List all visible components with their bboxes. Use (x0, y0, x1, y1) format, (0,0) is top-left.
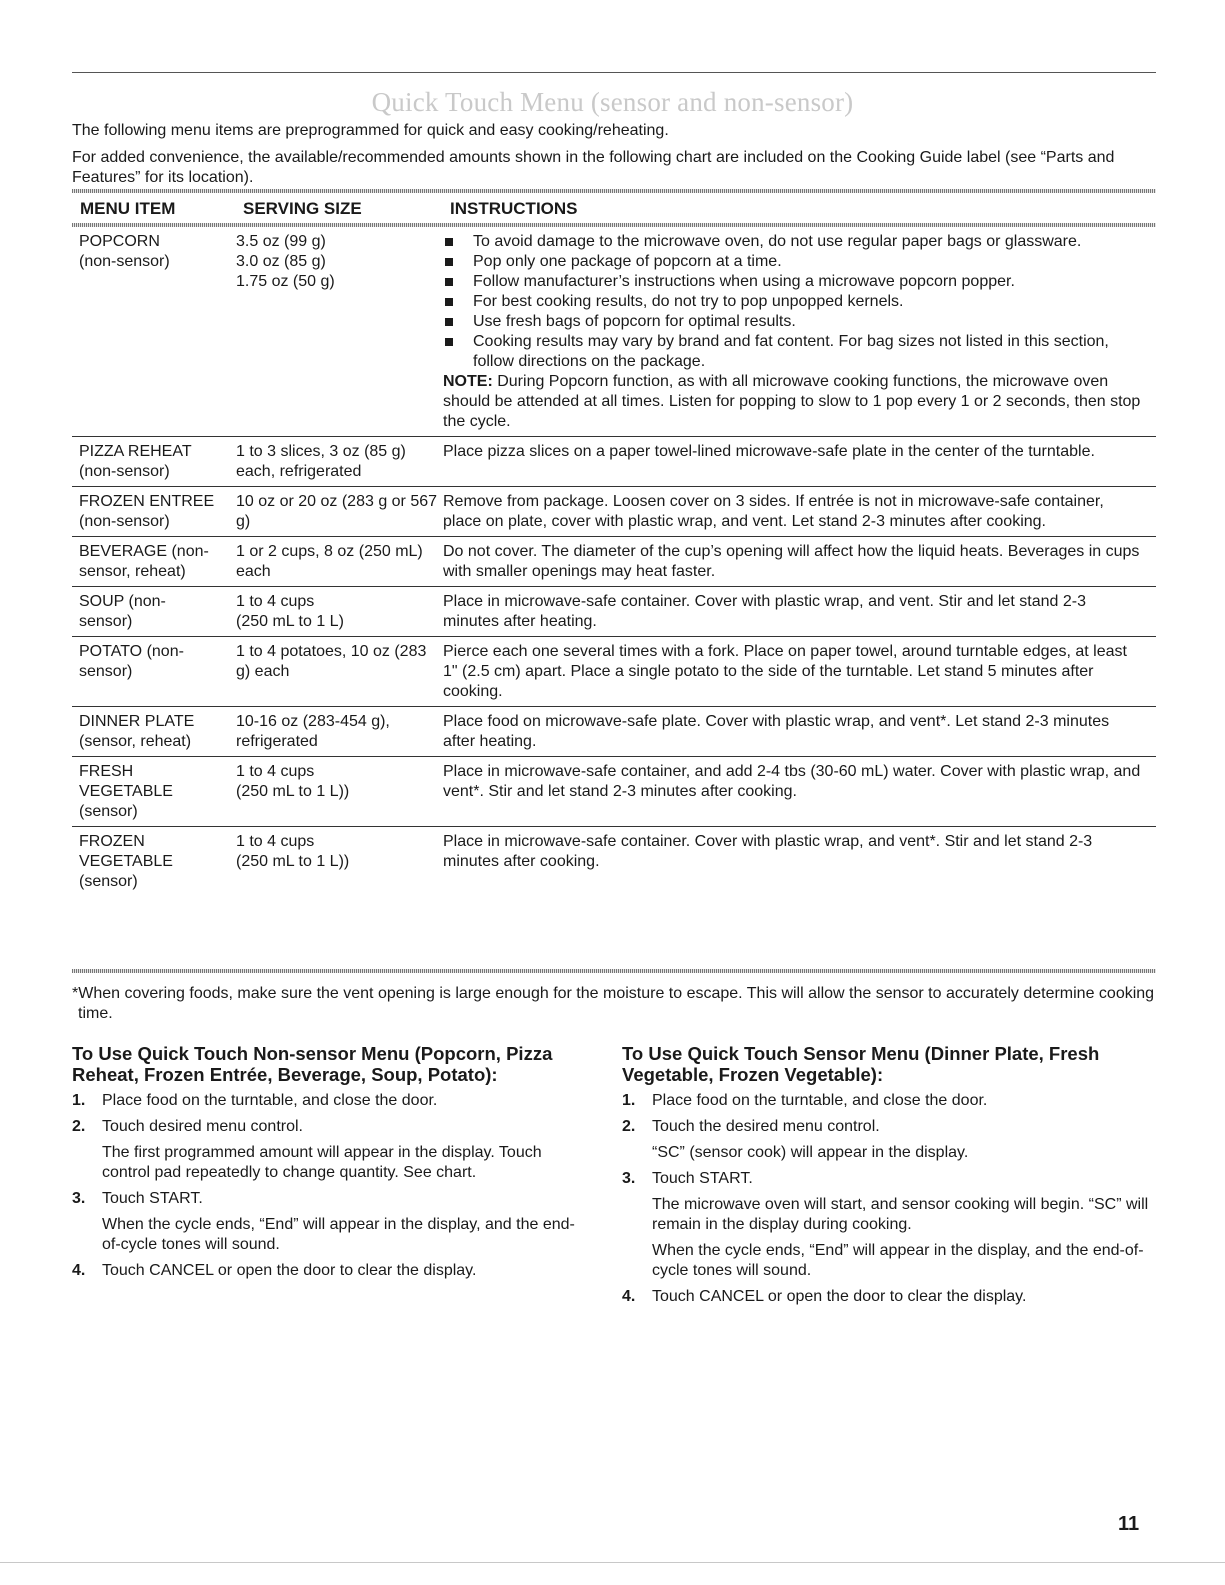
table-row-potato (72, 637, 1156, 707)
step-text: Touch START. (102, 1190, 203, 1207)
step-text: Place food on the turntable, and close the door. (652, 1092, 988, 1109)
bottom-rule (0, 1562, 1225, 1563)
step (72, 1189, 592, 1209)
step-detail: The first programmed amount will appear in the display. Touch control pad repeatedly to change quantity. See chart. (102, 1144, 542, 1181)
serving-size-cell: 1 to 4 potatoes, 10 oz (283 g) each (236, 643, 427, 680)
step-text: Place food on the turntable, and close the door. (102, 1092, 438, 1109)
menu-item-cell: POPCORN (non-sensor) (79, 233, 170, 270)
bullet-item: Cooking results may vary by brand and fat content. For bag sizes not listed in this section, follow directions on the package. (443, 332, 1143, 372)
note-label: NOTE: (443, 373, 493, 390)
serving-size-cell: 1 to 4 cups (250 mL to 1 L)) (236, 833, 350, 870)
step-text: Touch the desired menu control. (652, 1118, 880, 1135)
step (72, 1117, 592, 1137)
popcorn-note (443, 372, 1143, 432)
menu-item-cell: FRESH VEGETABLE (sensor) (79, 763, 173, 820)
page-title: Quick Touch Menu (sensor and non-sensor) (371, 87, 854, 117)
column-header-instructions: INSTRUCTIONS (450, 199, 578, 218)
step-number: 2. (622, 1118, 636, 1135)
menu-item-cell: SOUP (non- sensor) (79, 593, 166, 630)
step-number: 1. (72, 1092, 86, 1109)
non-sensor-instructions (72, 1043, 592, 1281)
menu-item-cell: PIZZA REHEAT (non-sensor) (79, 443, 192, 480)
menu-table (72, 227, 1156, 896)
serving-size-cell: 10 oz or 20 oz (283 g or 567 g) (236, 493, 438, 530)
step-text: Touch CANCEL or open the door to clear the display. (652, 1288, 1027, 1305)
bullet-item: To avoid damage to the microwave oven, do not use regular paper bags or glassware. (443, 232, 1143, 252)
instructions-cell: Place food on microwave-safe plate. Cover with plastic wrap, and vent*. Let stand 2-3 minutes after heating. (443, 713, 1110, 750)
page-number: 11 (1118, 1513, 1140, 1535)
serving-size-cell: 3.5 oz (99 g) 3.0 oz (85 g) 1.75 oz (50 g) (236, 233, 335, 290)
step-number: 2. (72, 1118, 86, 1135)
hatched-divider (72, 189, 1156, 193)
table-row-frozen-vegetable (72, 827, 1156, 896)
bullet-item: Follow manufacturer’s instructions when using a microwave popcorn popper. (443, 272, 1143, 292)
instructions-cell (443, 232, 1143, 432)
step-text: Touch CANCEL or open the door to clear the display. (102, 1262, 477, 1279)
step-number: 3. (622, 1170, 636, 1187)
step (622, 1117, 1156, 1137)
instructions-cell: Pierce each one several times with a fork. Place on paper towel, around turntable edges, at least 1" (2.5 cm) apart. Place a single potato to the side of the turntable. Let stand 5 minutes after cooking. (443, 643, 1127, 700)
menu-item-cell: DINNER PLATE (sensor, reheat) (79, 713, 195, 750)
table-row-fresh-vegetable (72, 757, 1156, 827)
menu-item-cell: POTATO (non- sensor) (79, 643, 184, 680)
footnote: *When covering foods, make sure the vent opening is large enough for the moisture to escape. This will allow the sensor to accurately determine cooking time. (72, 985, 1155, 1022)
table-row-popcorn (72, 227, 1156, 437)
sensor-instructions (622, 1043, 1156, 1307)
bullet-list (443, 232, 1143, 372)
bullet-item: Pop only one package of popcorn at a time. (443, 252, 1143, 272)
intro-paragraph: The following menu items are preprogrammed for quick and easy cooking/reheating. (72, 122, 669, 139)
top-rule (72, 72, 1156, 73)
step (72, 1091, 592, 1111)
table-row-beverage (72, 537, 1156, 587)
bullet-item: For best cooking results, do not try to pop unpopped kernels. (443, 292, 1143, 312)
step-text: Touch START. (652, 1170, 753, 1187)
serving-size-cell: 1 or 2 cups, 8 oz (250 mL) each (236, 543, 423, 580)
table-row-frozen-entree (72, 487, 1156, 537)
table-row-soup (72, 587, 1156, 637)
column-header-serving-size: SERVING SIZE (243, 199, 362, 218)
menu-item-cell: FROZEN VEGETABLE (sensor) (79, 833, 173, 890)
step-detail: The microwave oven will start, and sensor cooking will begin. “SC” will remain in the display during cooking. (652, 1196, 1149, 1233)
instructions-cell: Place in microwave-safe container, and add 2-4 tbs (30-60 mL) water. Cover with plastic wrap, and vent*. Stir and let stand 2-3 minutes after cooking. (443, 763, 1141, 800)
bullet-item: Use fresh bags of popcorn for optimal results. (443, 312, 1143, 332)
step-detail: When the cycle ends, “End” will appear in the display, and the end-of-cycle tones will sound. (652, 1242, 1144, 1279)
menu-item-cell: FROZEN ENTREE (non-sensor) (79, 493, 215, 530)
step-detail: “SC” (sensor cook) will appear in the display. (652, 1144, 969, 1161)
step-text: Touch desired menu control. (102, 1118, 303, 1135)
step-number: 4. (622, 1288, 636, 1305)
instructions-cell: Place in microwave-safe container. Cover with plastic wrap, and vent. Stir and let stand 2-3 minutes after heating. (443, 593, 1086, 630)
serving-size-cell: 1 to 4 cups (250 mL to 1 L)) (236, 763, 350, 800)
step-number: 4. (72, 1262, 86, 1279)
column-header-menu-item: MENU ITEM (80, 199, 176, 218)
intro-paragraph: For added convenience, the available/recommended amounts shown in the following chart are included on the Cooking Guide label (see “Parts and Features” for its location). (72, 149, 1115, 186)
step (622, 1091, 1156, 1111)
serving-size-cell: 1 to 3 slices, 3 oz (85 g) each, refrigerated (236, 443, 406, 480)
menu-item-cell: BEVERAGE (non-sensor, reheat) (79, 543, 209, 580)
instructions-cell: Do not cover. The diameter of the cup’s opening will affect how the liquid heats. Beverages in cups with smaller openings may heat faster. (443, 543, 1140, 580)
hatched-divider (72, 969, 1156, 973)
step-number: 3. (72, 1190, 86, 1207)
step (622, 1169, 1156, 1189)
step-detail: When the cycle ends, “End” will appear in the display, and the end-of-cycle tones will sound. (102, 1216, 575, 1253)
note-text: During Popcorn function, as with all microwave cooking functions, the microwave oven should be attended at all times. Listen for popping to slow to 1 pop every 1 or 2 seconds, then stop the cycle. (443, 373, 1141, 430)
serving-size-cell: 1 to 4 cups (250 mL to 1 L) (236, 593, 344, 630)
step (622, 1287, 1156, 1307)
serving-size-cell: 10-16 oz (283-454 g), refrigerated (236, 713, 390, 750)
section-title: To Use Quick Touch Sensor Menu (Dinner Plate, Fresh Vegetable, Frozen Vegetable): (622, 1043, 1100, 1085)
table-row-pizza-reheat (72, 437, 1156, 487)
table-row-dinner-plate (72, 707, 1156, 757)
section-title: To Use Quick Touch Non-sensor Menu (Popcorn, Pizza Reheat, Frozen Entrée, Beverage, Soup, Potato): (72, 1043, 553, 1085)
instructions-cell: Place pizza slices on a paper towel-lined microwave-safe plate in the center of the turntable. (443, 443, 1095, 460)
instructions-cell: Place in microwave-safe container. Cover with plastic wrap, and vent*. Stir and let stand 2-3 minutes after cooking. (443, 833, 1093, 870)
step-number: 1. (622, 1092, 636, 1109)
instructions-cell: Remove from package. Loosen cover on 3 sides. If entrée is not in microwave-safe container, place on plate, cover with plastic wrap, and vent. Let stand 2-3 minutes after cooking. (443, 493, 1104, 530)
step (72, 1261, 592, 1281)
